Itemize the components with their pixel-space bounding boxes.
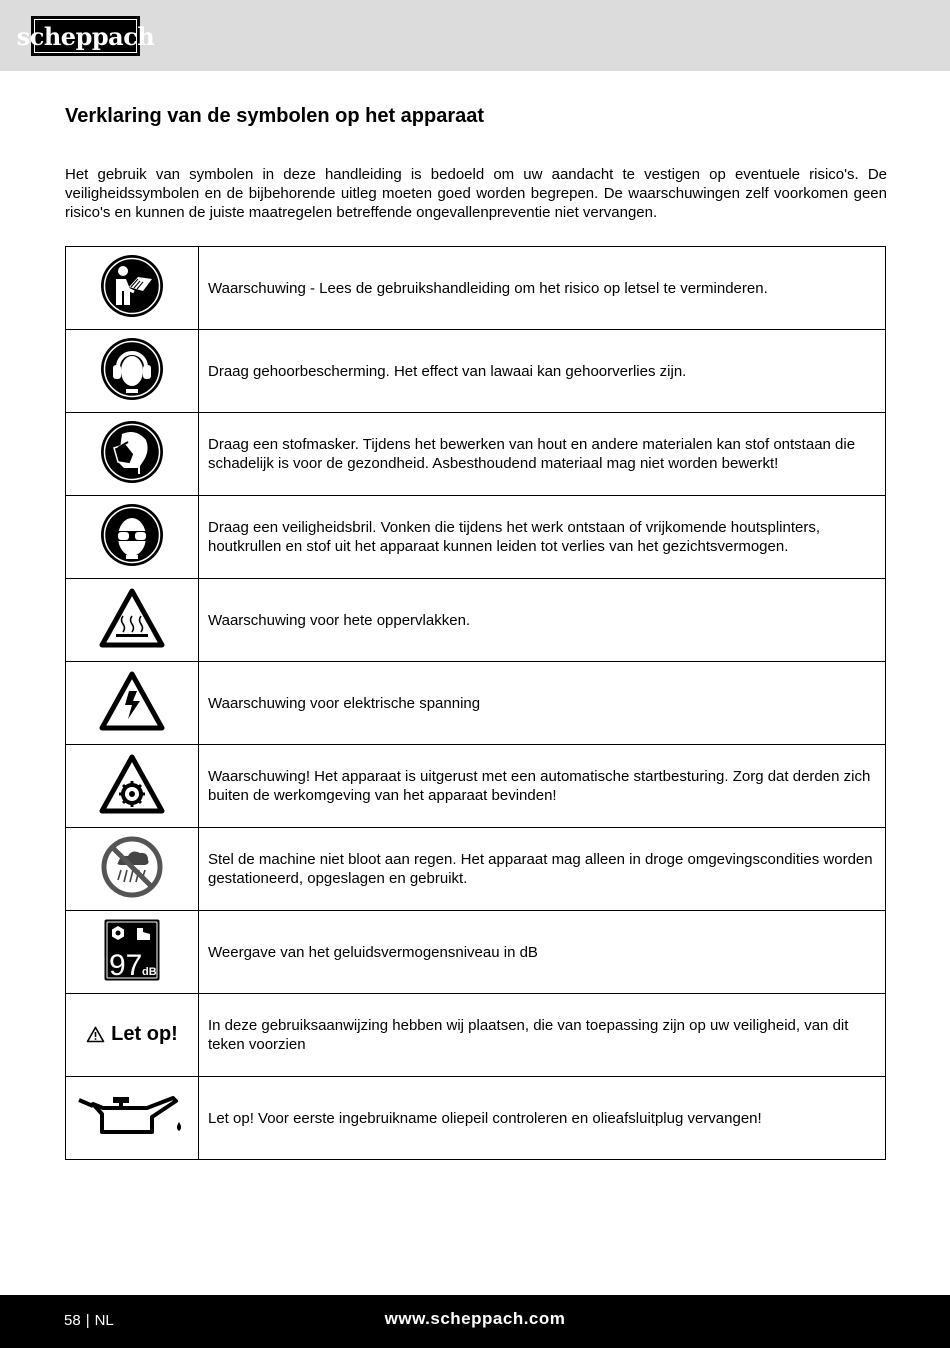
oil-can-icon bbox=[77, 1094, 187, 1143]
table-row bbox=[66, 828, 886, 911]
table-row bbox=[66, 911, 886, 994]
header-bar bbox=[0, 0, 950, 71]
symbol-description: In deze gebruiksaanwijzing hebben wij plaatsen, die van toepassing zijn op uw veiligheid, van dit teken voorzien bbox=[199, 994, 886, 1077]
symbols-table bbox=[65, 246, 886, 1160]
table-row bbox=[66, 994, 886, 1077]
let-op-text: Let op! bbox=[111, 1022, 178, 1045]
table-row bbox=[66, 745, 886, 828]
sound-power-icon bbox=[104, 919, 160, 986]
footer-bar bbox=[0, 1295, 950, 1348]
symbol-description: Draag een veiligheidsbril. Vonken die tijdens het werk ontstaan of vrijkomende houtsplinters, houtkrullen en stof uit het apparaat kunnen leiden tot verlies van het gezichtsvermogen. bbox=[199, 496, 886, 579]
table-row bbox=[66, 579, 886, 662]
table-row bbox=[66, 1077, 886, 1160]
page-title: Verklaring van de symbolen op het apparaat bbox=[65, 105, 485, 127]
warning-triangle-icon bbox=[86, 1026, 105, 1043]
website-url[interactable]: www.scheppach.com bbox=[384, 1309, 566, 1328]
hot-surface-icon bbox=[99, 588, 165, 653]
dust-mask-icon bbox=[100, 420, 164, 489]
symbol-description: Weergave van het geluidsvermogensniveau in dB bbox=[199, 911, 886, 994]
table-row bbox=[66, 247, 886, 330]
electric-voltage-icon bbox=[99, 671, 165, 736]
safety-goggles-icon bbox=[100, 503, 164, 572]
table-row bbox=[66, 662, 886, 745]
read-manual-icon bbox=[100, 254, 164, 323]
automatic-start-icon bbox=[99, 754, 165, 819]
language-code: NL bbox=[94, 1312, 114, 1329]
symbol-description: Draag gehoorbescherming. Het effect van lawaai kan gehoorverlies zijn. bbox=[199, 330, 886, 413]
sound-level-unit: dB bbox=[142, 965, 157, 978]
symbol-description: Let op! Voor eerste ingebruikname oliepeil controleren en olieafsluitplug vervangen! bbox=[199, 1077, 886, 1160]
ear-protection-icon bbox=[100, 337, 164, 406]
table-row bbox=[66, 413, 886, 496]
scheppach-logo: scheppach bbox=[31, 16, 140, 56]
symbol-description: Waarschuwing! Het apparaat is uitgerust met een automatische startbesturing. Zorg dat derden zich buiten de werkomgeving van het apparaat bevinden! bbox=[199, 745, 886, 828]
intro-paragraph: Het gebruik van symbolen in deze handleiding is bedoeld om uw aandacht te vestigen op eventuele risico's. De veiligheidssymbolen en de bijbehorende uitleg moeten goed worden begrepen. De waarschuwingen zelf voorkomen geen risico's en kunnen de juiste maatregelen betreffende ongevallenpreventie niet vervangen. bbox=[65, 166, 887, 221]
symbol-description: Waarschuwing voor elektrische spanning bbox=[199, 662, 886, 745]
symbol-description: Draag een stofmasker. Tijdens het bewerken van hout en andere materialen kan stof ontstaan die schadelijk is voor de gezondheid. Asbesthoudend materiaal mag niet worden bewerkt! bbox=[199, 413, 886, 496]
symbol-description: Waarschuwing voor hete oppervlakken. bbox=[199, 579, 886, 662]
no-rain-icon bbox=[100, 835, 164, 904]
page-number: 58 bbox=[64, 1312, 81, 1329]
sound-level-value: 97 bbox=[109, 948, 143, 981]
table-row bbox=[66, 330, 886, 413]
symbol-description: Waarschuwing - Lees de gebruikshandleiding om het risico op letsel te verminderen. bbox=[199, 247, 886, 330]
table-row bbox=[66, 496, 886, 579]
separator: | bbox=[85, 1312, 90, 1329]
symbol-description: Stel de machine niet bloot aan regen. Het apparaat mag alleen in droge omgevingscondities worden gestationeerd, opgeslagen en gebruikt. bbox=[199, 828, 886, 911]
let-op-label bbox=[86, 1023, 178, 1046]
